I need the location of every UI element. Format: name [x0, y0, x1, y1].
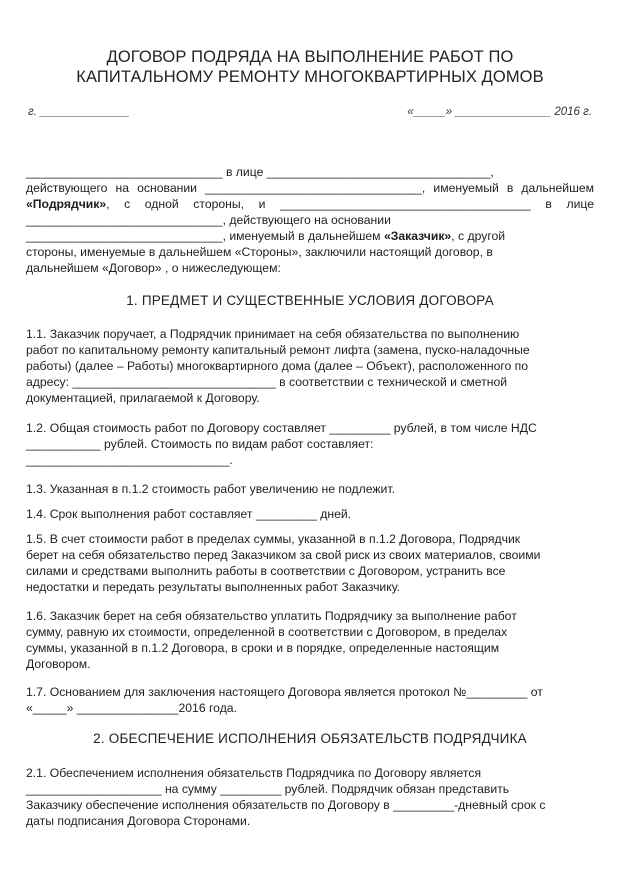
clause-2-1: 2.1. Обеспечением исполнения обязательств Подрядчика по Договору является ____________________ на сумму _________ рублей. Подрядчик обязан представить Заказчику обеспечение исполнения обязательств по Договору в _________-дневный срок с даты подписания Договора Сторонами. [26, 766, 546, 828]
preamble-line: _____________________________, действующего на основании [26, 213, 391, 227]
preamble-line: «Подрядчик», с одной стороны, и _____________________________________ в лице [26, 197, 594, 211]
clause-1-3: 1.3. Указанная в п.1.2 стоимость работ увеличению не подлежит. [26, 482, 395, 496]
document-title [0, 47, 620, 87]
clause-1-1: 1.1. Заказчик поручает, а Подрядчик принимает на себя обязательства по выполнению работ по капитальному ремонту капитальный ремонт лифта (замена, пуско-наладочные работы) (далее – Работы) многоквартирного дома (далее – Объект), расположенного по адресу: ______________________________ в соответствии с технической и сметной документацией, прилагаемой к Договору. [26, 327, 530, 405]
section-2-heading: 2. ОБЕСПЕЧЕНИЕ ИСПОЛНЕНИЯ ОБЯЗАТЕЛЬСТВ ПОДРЯДЧИКА [93, 731, 527, 746]
preamble-line: _____________________________ в лице _________________________________, [26, 165, 494, 179]
title-line-1: ДОГОВОР ПОДРЯДА НА ВЫПОЛНЕНИЕ РАБОТ ПО [106, 48, 514, 66]
preamble-line: дальнейшем «Договор» , о нижеследующем: [26, 261, 281, 275]
clause-1-7: 1.7. Основанием для заключения настоящего Договора является протокол №_________ от «_____» _______________2016 года. [26, 685, 543, 715]
clause-1-6: 1.6. Заказчик берет на себя обязательство уплатить Подрядчику за выполнение работ сумму, равную их стоимости, определенной в соответствии с Договором, в пределах суммы, указанной в п.1.2 Договора, в сроки и в порядке, определенные настоящим Договором. [26, 609, 517, 671]
clause-1-5: 1.5. В счет стоимости работ в пределах суммы, указанной в п.1.2 Договора, Подрядчик берет на себя обязательство перед Заказчиком за свой риск из своих материалов, своими силами и средствами выполнить работы в соответствии с Договором, устранить все недостатки и передать результаты выполненных работ Заказчику. [26, 532, 541, 594]
date-field: «_____» _______________ 2016 г. [407, 106, 592, 118]
place-field: г. ______________ [28, 106, 130, 118]
clause-1-4: 1.4. Срок выполнения работ составляет _________ дней. [26, 507, 352, 521]
section-1-heading: 1. ПРЕДМЕТ И СУЩЕСТВЕННЫЕ УСЛОВИЯ ДОГОВОРА [126, 293, 494, 308]
preamble-line: стороны, именуемые в дальнейшем «Стороны», заключили настоящий договор, в [26, 245, 493, 259]
contractor-term: «Подрядчик» [26, 197, 107, 211]
clause-1-2: 1.2. Общая стоимость работ по Договору составляет _________ рублей, в том числе НДС ___________ рублей. Стоимость по видам работ составляет: ______________________________. [26, 421, 537, 467]
title-line-2: КАПИТАЛЬНОМУ РЕМОНТУ МНОГОКВАРТИРНЫХ ДОМОВ [76, 68, 544, 86]
preamble [26, 164, 594, 276]
customer-term: «Заказчик» [383, 229, 452, 243]
preamble-line: _____________________________, именуемый в дальнейшем «Заказчик», с другой [26, 229, 506, 243]
preamble-line: действующего на основании ________________________________, именуемый в дальнейшем [26, 181, 594, 195]
